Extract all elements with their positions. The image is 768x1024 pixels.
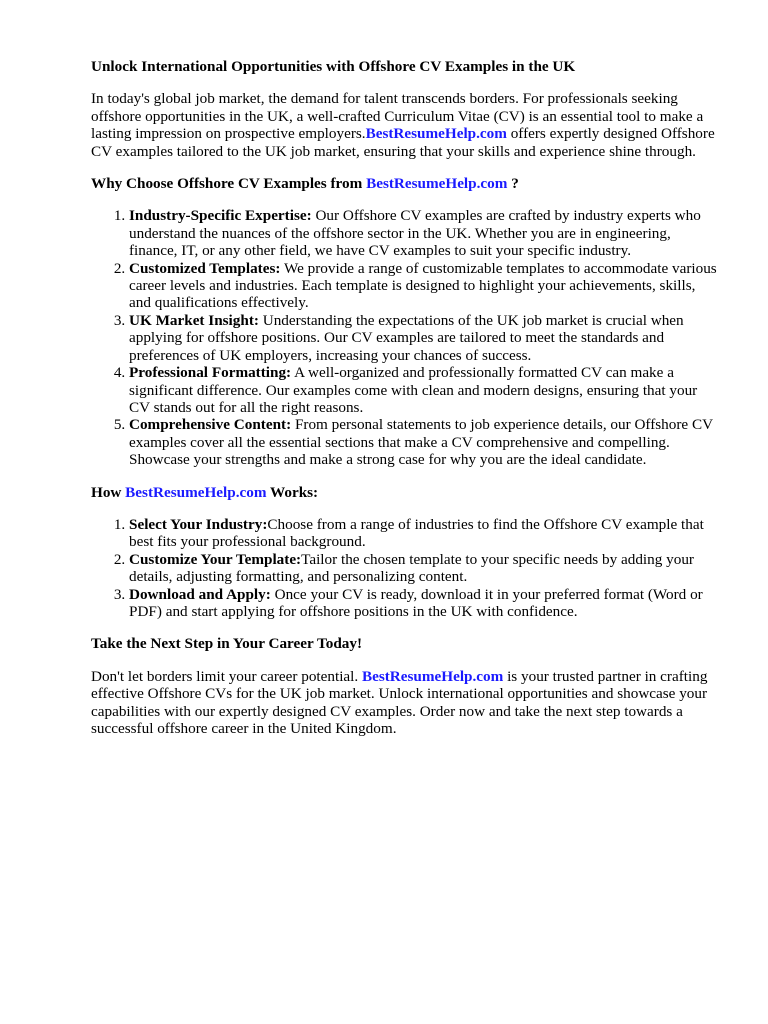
- why-heading-text: Why Choose Offshore CV Examples from: [91, 175, 367, 193]
- why-item-text: Understanding the expectations of the UK job market is crucial when applying for offshore positions. Our CV examples are tailored to meet the standards and preferences of UK employers, increasing your chances of success.: [129, 311, 684, 364]
- why-item-label: Professional Formatting:: [129, 364, 292, 382]
- how-list-item: [129, 551, 721, 586]
- why-heading: [91, 175, 721, 192]
- how-list-item: [129, 516, 721, 551]
- closing-text-after: is your trusted partner in crafting effective Offshore CVs for the UK job market. Unlock international opportunities and showcase your capabilities with our expertly designed CV examples. Order now and take the next step towards a successful offshore career in the United Kingdom.: [91, 667, 708, 737]
- intro-text-before: In today's global job market, the demand for talent transcends borders. For professionals seeking offshore opportunities in the UK, a well-crafted Curriculum Vitae (CV) is an essential tool to make a lasting impression on prospective employers.: [91, 90, 704, 143]
- how-list: [91, 516, 721, 620]
- how-item-label: Download and Apply:: [129, 585, 271, 603]
- why-heading-link[interactable]: BestResumeHelp.com: [366, 175, 508, 193]
- why-heading-after: ?: [507, 175, 519, 193]
- why-list: [91, 207, 721, 468]
- closing-paragraph: [91, 668, 721, 738]
- why-item-text: Our Offshore CV examples are crafted by industry experts who understand the nuances of the offshore sector in the UK. Whether you are in engineering, finance, IT, or any other field, we have CV examples to suit your specific industry.: [129, 207, 701, 260]
- next-step-heading: Take the Next Step in Your Career Today!: [91, 635, 363, 653]
- why-item-label: UK Market Insight:: [129, 311, 259, 329]
- how-item-text: Tailor the chosen template to your specific needs by adding your details, adjusting formatting, and personalizing content.: [129, 550, 694, 586]
- why-item-text: A well-organized and professionally formatted CV can make a significant difference. Our examples come with clean and modern designs, ensuring that your CV stands out for all the right reasons.: [129, 364, 698, 416]
- closing-link[interactable]: BestResumeHelp.com: [361, 667, 504, 685]
- why-list-item: [129, 207, 721, 259]
- why-item-label: Comprehensive Content:: [129, 416, 292, 434]
- intro-link[interactable]: BestResumeHelp.com: [365, 125, 507, 143]
- how-item-label: Customize Your Template:: [129, 550, 302, 568]
- how-heading-after: Works:: [266, 483, 319, 501]
- how-item-text: Choose from a range of industries to find the Offshore CV example that best fits your professional background.: [129, 515, 704, 551]
- how-list-item: [129, 586, 721, 621]
- how-heading-text: How: [91, 483, 126, 501]
- how-heading: [91, 484, 721, 501]
- why-item-text: From personal statements to job experience details, our Offshore CV examples cover all the essential sections that make a CV comprehensive and compelling. Showcase your strengths and make a strong case for why you are the ideal candidate.: [129, 416, 713, 469]
- how-heading-link[interactable]: BestResumeHelp.com: [125, 483, 267, 501]
- how-item-text: Once your CV is ready, download it in your preferred format (Word or PDF) and start applying for offshore positions in the UK with confidence.: [129, 585, 703, 620]
- why-item-label: Industry-Specific Expertise:: [129, 207, 312, 225]
- why-item-text: We provide a range of customizable templates to accommodate various career levels and industries. Each template is designed to highlight your achievements, skills, and qualifications effectively.: [129, 259, 717, 312]
- closing-text-before: Don't let borders limit your career potential.: [91, 667, 362, 685]
- why-list-item: [129, 364, 721, 416]
- how-item-label: Select Your Industry:: [129, 515, 268, 533]
- why-list-item: [129, 416, 721, 468]
- why-list-item: [129, 260, 721, 312]
- document-page: [91, 58, 721, 752]
- why-item-label: Customized Templates:: [129, 259, 281, 277]
- intro-paragraph: [91, 90, 721, 160]
- intro-text-after: offers expertly designed Offshore CV examples tailored to the UK job market, ensuring that your skills and experience shine through.: [91, 125, 715, 160]
- why-list-item: [129, 312, 721, 364]
- document-title: Unlock International Opportunities with Offshore CV Examples in the UK: [91, 58, 576, 75]
